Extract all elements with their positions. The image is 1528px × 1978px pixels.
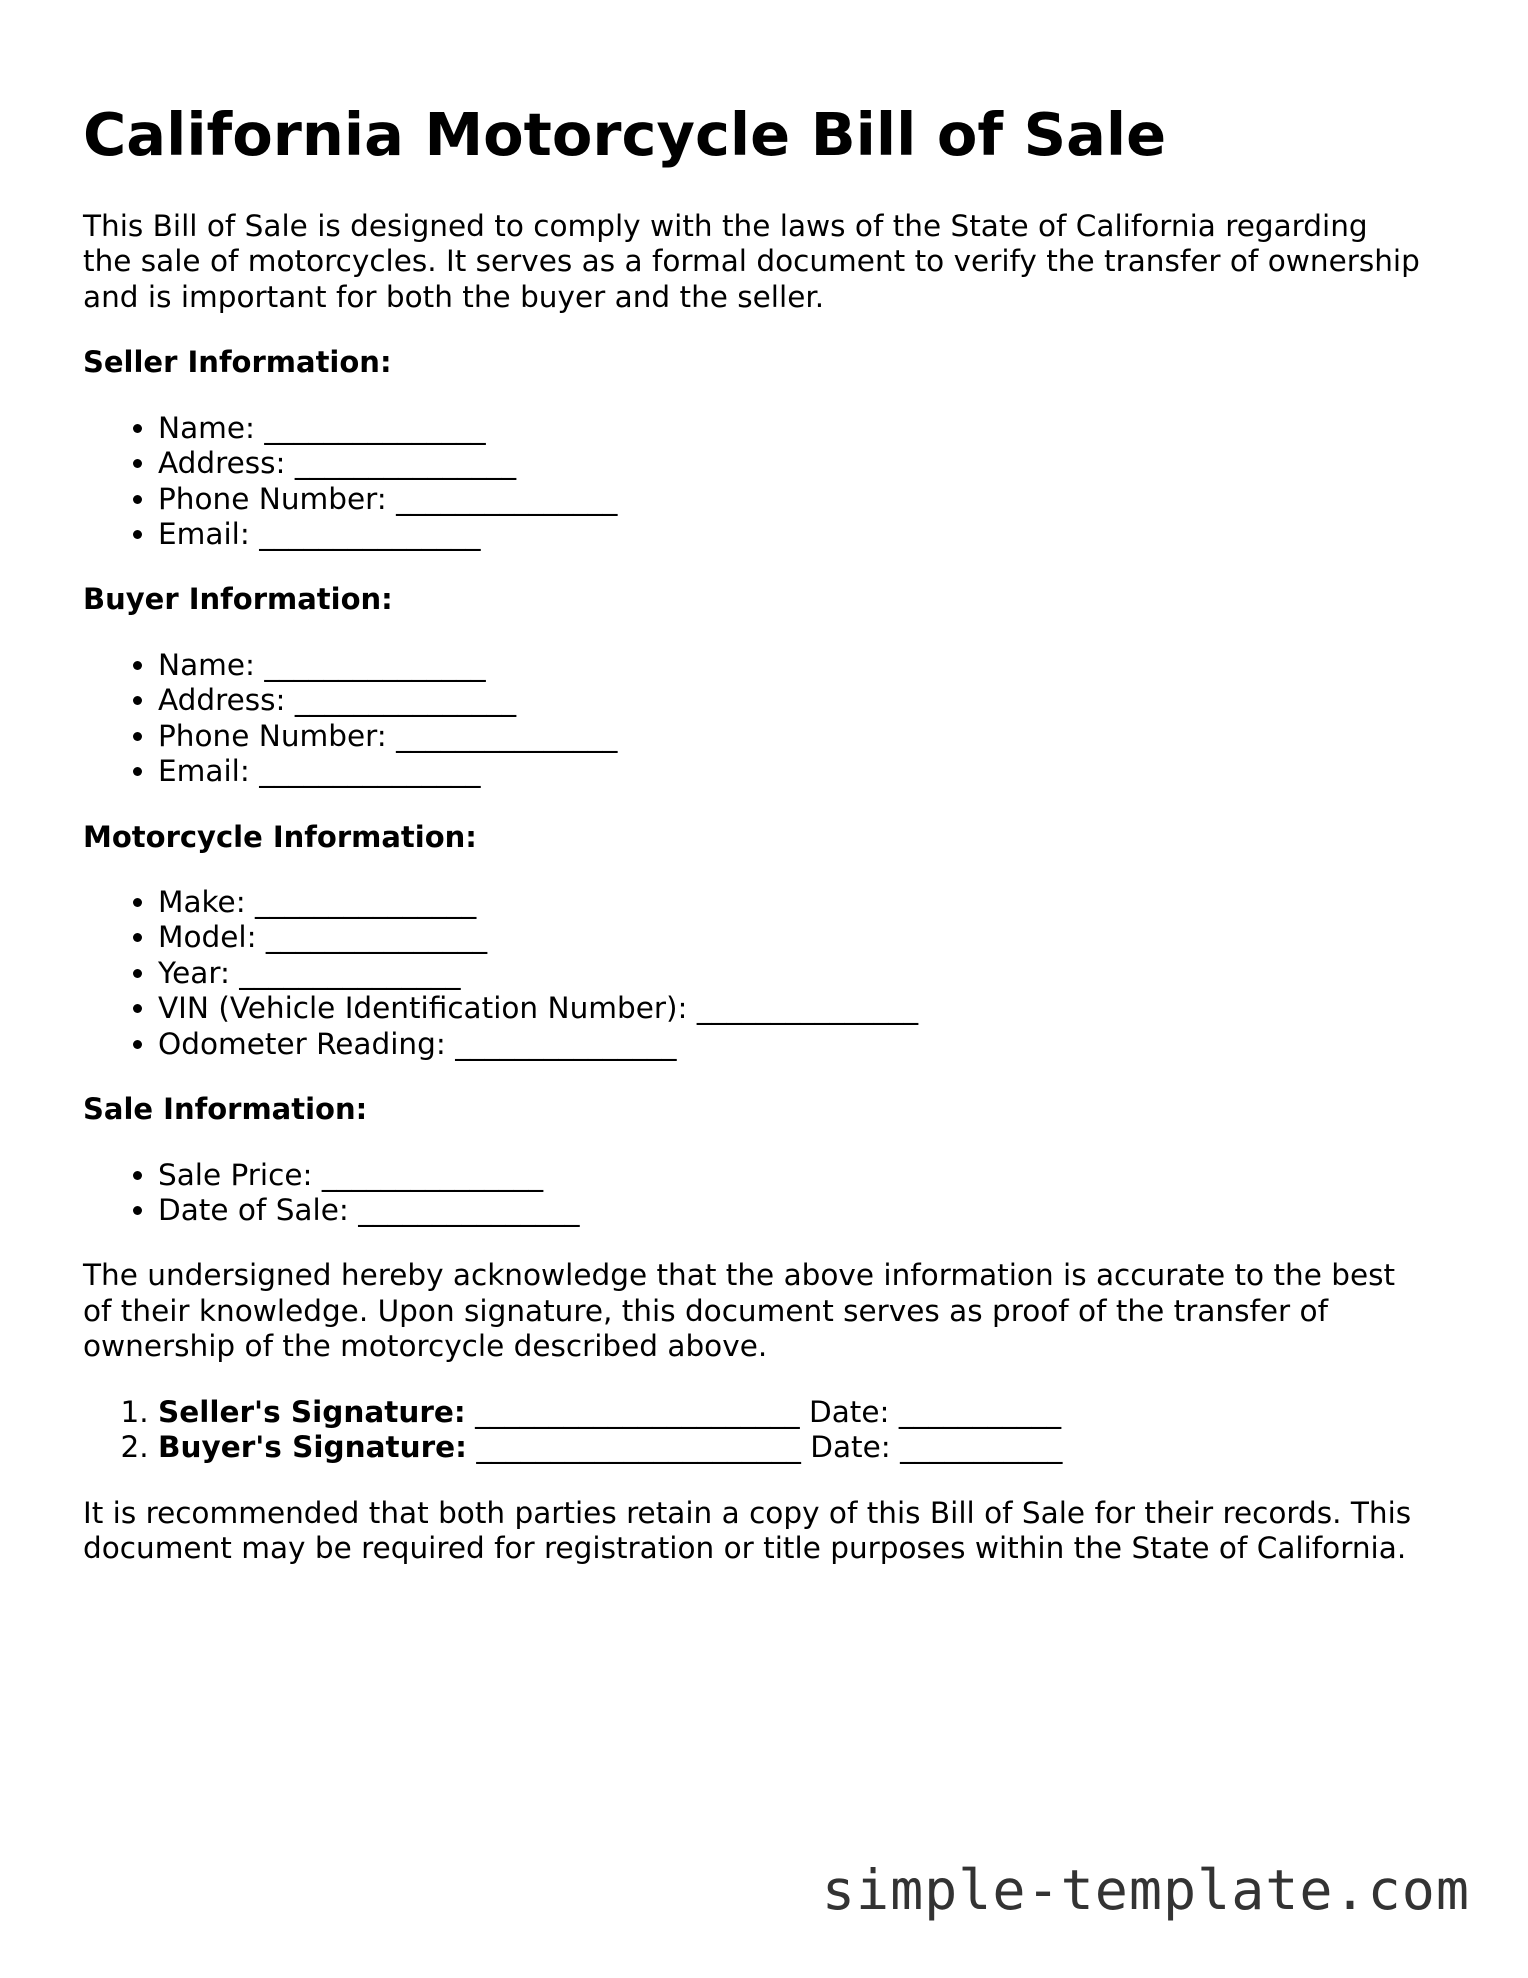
field-label: Model: [158, 920, 257, 955]
field-blank: _______________ [358, 1192, 580, 1227]
field-blank: _______________ [259, 517, 481, 552]
motorcycle-make-field [158, 885, 1423, 920]
field-blank: _______________ [239, 955, 461, 990]
sale-date-field [158, 1193, 1423, 1228]
field-blank: _______________ [396, 481, 618, 516]
signature-label: Buyer's Signature: [158, 1430, 467, 1465]
sale-fields-list [83, 1158, 1423, 1229]
buyer-phone-field [158, 719, 1423, 754]
document-title: California Motorcycle Bill of Sale [83, 100, 1167, 169]
field-label: Email: [158, 517, 250, 552]
buyer-email-field [158, 754, 1423, 789]
motorcycle-odometer-field [158, 1027, 1423, 1062]
field-label: Odometer Reading: [158, 1026, 446, 1061]
buyer-address-field [158, 683, 1423, 718]
field-blank: _______________ [294, 446, 517, 481]
motorcycle-vin-field [158, 991, 1423, 1026]
field-blank: _______________ [264, 647, 486, 682]
seller-heading: Seller Information: [83, 345, 392, 380]
field-label: Address: [158, 446, 286, 481]
acknowledgement-paragraph: The undersigned hereby acknowledge that the above information is accurate to the best of their knowledge. Upon signature, this document serves as proof of the transfer of ownership of the motorcycle described above. [83, 1258, 1396, 1364]
field-blank: _______________ [265, 920, 488, 955]
field-label: Name: [158, 647, 255, 682]
date-blank: ___________ [898, 1394, 1062, 1429]
field-blank: _______________ [455, 1026, 677, 1061]
field-label: Phone Number: [158, 718, 387, 753]
date-blank: ___________ [900, 1430, 1063, 1465]
field-blank: _______________ [696, 991, 919, 1026]
signature-label: Seller's Signature: [158, 1394, 466, 1429]
seller-signature-line [158, 1395, 1423, 1430]
field-label: Date of Sale: [158, 1192, 349, 1227]
field-blank: _______________ [396, 718, 618, 753]
sale-price-field [158, 1158, 1423, 1193]
buyer-heading: Buyer Information: [83, 582, 393, 617]
buyer-signature-line [158, 1430, 1423, 1465]
seller-fields-list [83, 411, 1423, 553]
motorcycle-heading: Motorcycle Information: [83, 819, 477, 854]
motorcycle-model-field [158, 920, 1423, 955]
signature-list [83, 1395, 1423, 1466]
seller-name-field [158, 411, 1423, 446]
signature-blank: ______________________ [476, 1430, 801, 1465]
field-label: Email: [158, 754, 250, 789]
seller-email-field [158, 517, 1423, 552]
field-blank: _______________ [259, 754, 481, 789]
field-label: VIN (Vehicle Identification Number): [158, 991, 688, 1026]
signature-blank: ______________________ [475, 1394, 800, 1429]
date-label: Date: [809, 1394, 890, 1429]
brand-watermark: simple-template.com [821, 1858, 1470, 1922]
field-label: Make: [158, 885, 246, 920]
field-label: Sale Price: [158, 1157, 313, 1192]
intro-paragraph: This Bill of Sale is designed to comply with the laws of the State of California regarding the sale of motorcycles. It serves as a formal document to verify the transfer of ownership and is important for both the buyer and the seller. [83, 208, 1420, 314]
motorcycle-fields-list [83, 885, 1423, 1062]
buyer-name-field [158, 648, 1423, 683]
buyer-fields-list [83, 648, 1423, 790]
field-label: Address: [158, 683, 286, 718]
date-label: Date: [810, 1430, 891, 1465]
field-label: Year: [158, 955, 230, 990]
field-label: Name: [158, 410, 255, 445]
closing-paragraph: It is recommended that both parties retain a copy of this Bill of Sale for their records. This document may be required for registration or title purposes within the State of California. [83, 1495, 1412, 1566]
field-blank: _______________ [255, 885, 477, 920]
document-page [83, 100, 1423, 1597]
motorcycle-year-field [158, 956, 1423, 991]
field-blank: _______________ [264, 410, 486, 445]
field-label: Phone Number: [158, 481, 387, 516]
seller-address-field [158, 446, 1423, 481]
sale-heading: Sale Information: [83, 1092, 368, 1127]
field-blank: _______________ [321, 1157, 544, 1192]
seller-phone-field [158, 482, 1423, 517]
field-blank: _______________ [294, 683, 517, 718]
